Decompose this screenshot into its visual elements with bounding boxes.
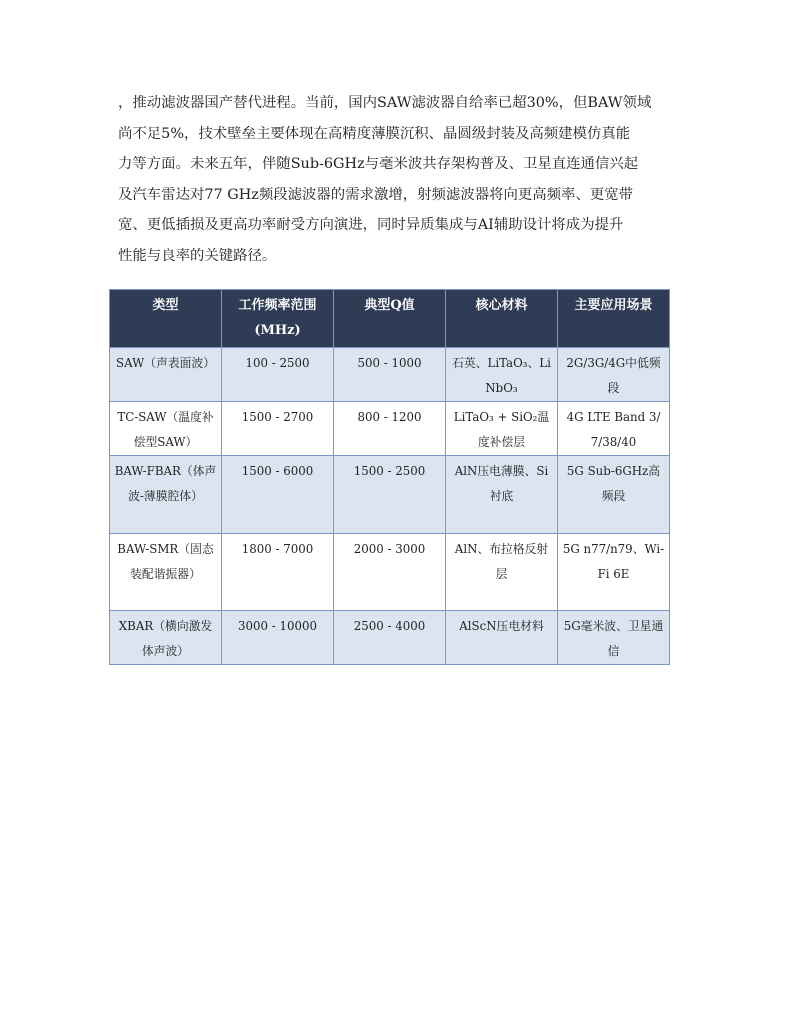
table-cell: 5G毫米波、卫星通信 [558, 611, 670, 665]
table-row [110, 534, 670, 611]
table-cell: 2G/3G/4G中低频段 [558, 348, 670, 402]
table-cell: 100 - 2500 [222, 348, 334, 402]
paragraph-line: 及汽车雷达对77 GHz频段滤波器的需求激增，射频滤波器将向更高频率、更宽带 [118, 186, 634, 203]
table-cell: 1500 - 6000 [222, 456, 334, 534]
table-cell: 5G n77/n79、Wi-Fi 6E [558, 534, 670, 611]
paragraph-line: 力等方面。未来五年，伴随Sub-6GHz与毫米波共存架构普及、卫星直连通信兴起 [118, 156, 639, 173]
column-header-q-value: 典型Q值 [334, 290, 446, 348]
table-row [110, 402, 670, 456]
table-row [110, 348, 670, 402]
table-cell: AlN压电薄膜、Si衬底 [446, 456, 558, 534]
table-cell: 5G Sub-6GHz高频段 [558, 456, 670, 534]
paragraph-line: 尚不足5%，技术壁垒主要体现在高精度薄膜沉积、晶圆级封装及高频建模仿真能 [118, 125, 631, 142]
paragraph-line: ，推动滤波器国产替代进程。当前，国内SAW滤波器自给率已超30%，但BAW领域 [118, 95, 652, 111]
table-cell: 1500 - 2700 [222, 402, 334, 456]
column-header-frequency: 工作频率范围 (MHz) [222, 290, 334, 348]
table-cell: 石英、LiTaO₃、LiNbO₃ [446, 348, 558, 402]
table-cell: XBAR（横向激发体声波） [110, 611, 222, 665]
table-cell: 3000 - 10000 [222, 611, 334, 665]
paragraph-line: 宽、更低插损及更高功率耐受方向演进，同时异质集成与AI辅助设计将成为提升 [118, 217, 624, 234]
table-row [110, 611, 670, 665]
table-cell: 500 - 1000 [334, 348, 446, 402]
column-header-material: 核心材料 [446, 290, 558, 348]
column-header-type: 类型 [110, 290, 222, 348]
body-paragraph [118, 88, 674, 272]
table-cell: 1800 - 7000 [222, 534, 334, 611]
table-header-row [110, 290, 670, 348]
table-cell: BAW-SMR（固态装配谐振器） [110, 534, 222, 611]
table-row [110, 456, 670, 534]
table-cell: BAW-FBAR（体声波-薄膜腔体） [110, 456, 222, 534]
paragraph-line: 性能与良率的关键路径。 [118, 247, 277, 264]
table-cell: 1500 - 2500 [334, 456, 446, 534]
table-cell: SAW（声表面波） [110, 348, 222, 402]
table-cell: AlScN压电材料 [446, 611, 558, 665]
column-header-application: 主要应用场景 [558, 290, 670, 348]
table-cell: 2500 - 4000 [334, 611, 446, 665]
table-cell: 2000 - 3000 [334, 534, 446, 611]
table-cell: 4G LTE Band 3/7/38/40 [558, 402, 670, 456]
filter-comparison-table [109, 289, 670, 665]
table-cell: 800 - 1200 [334, 402, 446, 456]
table-cell: AlN、布拉格反射层 [446, 534, 558, 611]
table-cell: LiTaO₃ + SiO₂温度补偿层 [446, 402, 558, 456]
table-cell: TC-SAW（温度补偿型SAW） [110, 402, 222, 456]
